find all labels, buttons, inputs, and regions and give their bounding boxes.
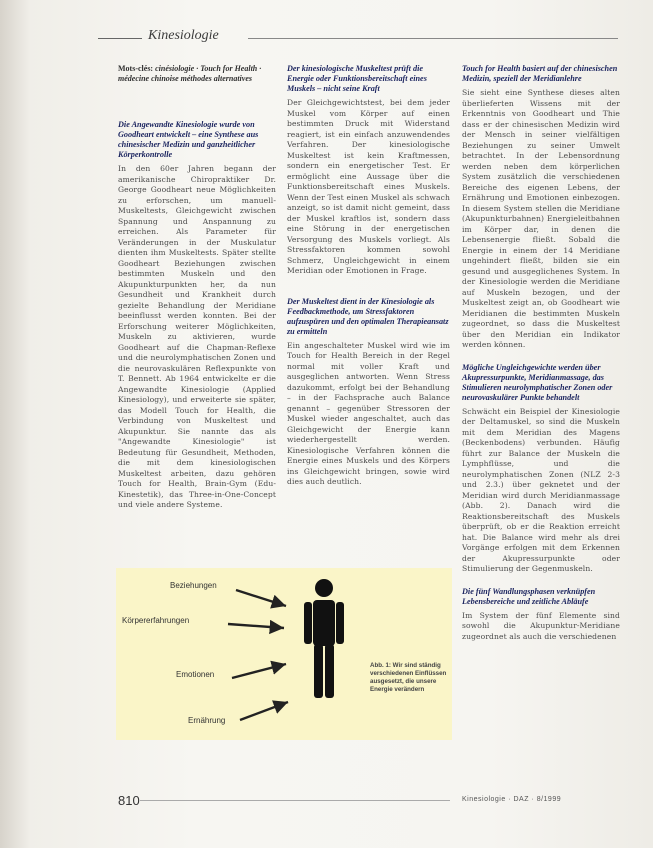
arrow-icon [228, 590, 288, 720]
text-column-3 [462, 64, 620, 654]
header-rule-right [248, 38, 618, 39]
paragraph: Sie sieht eine Synthese dieses alten überlieferten Wissens mit der Erkenntnis von Goodheart und Thie dass er der chinesischen Medizin wird der Mensch in seiner vielfältigen Beziehungen zu seiner Umwelt betrachtet. In der Lebensordnung werden neben dem körperlichen System zusätzlich die verschiedenen Bereiche des eigenen Lebens, der Ernährung und Emotionen einbezogen. In diesem System stellen die Meridiane (Akupunkturbahnen) Energieleitbahnen im Körper dar, in denen die Lebensenergie fließt. Sobald die Energie in einem der 14 Meridiane ungehindert fließt, bilden sie ein gesund und ausgeglichenes System. In der Kinesiologie werden die Meridiane auf Muskeln bezogen, und der Muskeltest zeigt an, ob Goodheart wie Meridianen die bestimmten Muskeln zugeordnet, so dass die Muskeltest über den Meridian ein Indikator werden können. [462, 88, 620, 349]
figure-label-nutrition: Ernährung [188, 716, 226, 725]
keywords-text: cinésiologie · Touch for Health · médecine chinoise méthodes alternatives [118, 64, 262, 83]
paragraph: Ein angeschalteter Muskel wird wie im Touch for Health Bereich in der Regel normal mit voller Kraft und ausgeglichen antworten. Wenn Stress dazukommt, erfolgt bei der Behandlung – in der Fachsprache auch Balance genannt – gegenüber Stressoren der Muskel wieder angeschaltet, auch das Gleichgewicht der Energie kann wiederhergestellt werden. Kinesiologische Verfahren können die Energie eines Muskels und des Körpers ins Gleichgewicht bringen, sowie wird dies auch deutlich. [287, 340, 450, 486]
keywords [118, 64, 276, 84]
figure-drawing [116, 568, 452, 740]
person-figure-icon [304, 579, 344, 698]
subheading: Die fünf Wandlungsphasen verknüpfen Lebensbereiche und zeitliche Abläufe [462, 586, 596, 606]
page-gutter-shadow [0, 0, 30, 848]
subheading: Der kinesiologische Muskeltest prüft die Energie oder Funktionsbereitschaft eines Muskels – nicht seine Kraft [287, 64, 427, 93]
journal-footer: Kinesiologie · DAZ · 8/1999 [462, 796, 562, 803]
text-column-2 [287, 64, 450, 500]
page-number: 810 [118, 793, 140, 808]
running-header [98, 28, 618, 44]
figure-influences [116, 568, 452, 740]
figure-label-relationships: Beziehungen [170, 581, 217, 590]
subheading: Die Angewandte Kinesiologie wurde von Goodheart entwickelt – eine Synthese aus chinesischer Medizin und ganzheitlicher Körperkontrolle [118, 120, 259, 159]
subheading: Touch for Health basiert auf der chinesischen Medizin, speziell der Meridianlehre [462, 64, 618, 83]
footer-rule [140, 800, 450, 801]
text-column-1 [118, 64, 276, 523]
section-title: Kinesiologie [148, 28, 219, 43]
header-rule-left [98, 38, 142, 39]
figure-caption: Abb. 1: Wir sind ständig verschiedenen Einflüssen ausgesetzt, die unsere Energie verändern [370, 662, 447, 693]
paragraph: Schwächt ein Beispiel der Kinesiologie der Deltamuskel, so sind die Muskeln mit dem Meridian des Magens (Beckenbodens) verbunden. Häufig führt zur Balance der Muskeln die Lymphflüsse, und die neurolymphatischen Zonen (NLZ 2-3 und 2.3.) über geknetet und der Meridian wird durch Meridianmassage (Abb. 2). Danach wird die Reaktionsbereitschaft des Muskels überprüft, ob er die Reaktion erreicht hat. Die Balance wird mehr als drei Vorgänge erfolgen mit dem Erkennen der Akupressurpunkte oder Stimulierung der Gegenmuskeln. [462, 406, 620, 573]
keywords-label: Mots-clés: [118, 64, 154, 73]
subheading: Der Muskeltest dient in der Kinesiologie als Feedbackmethode, um Stressfaktoren aufzuspüren und den optimalen Therapieansatz zu ermitteln [287, 296, 449, 336]
paragraph: In den 60er Jahren begann der amerikanische Chiropraktiker Dr. George Goodheart neue Möglichkeiten zu erforschen, um manuell-Muskeltests, Gleichgewicht zwischen Spannung und Anspannung zu erreichen. Als Parameter für Veränderungen in der Muskulatur dienten ihm Muskeltests. Später stellte Goodheart Beziehungen zwischen bestimmten Muskeln und den Akupunkturpunkten her, da nun Gesundheit und Krankheit durch gezielte Behandlung der Meridiane beeinflusst werden konnten. Bei der Erforschung weiterer Möglichkeiten, Muskeln zu aktivieren, wurde Goodheart auf die Chapman-Reflexe und die neurolymphatischen Zonen und die neurovaskulären Reflexpunkte von T. Bennett. Ab 1964 entwickelte er die Angewandte Kinesiologie (Applied Kinesiology), und erweiterte sie später, das Modell Touch for Health, die Verbindung von Muskeltest und Akupunktur. Sie nannte das als "Angewandte Kinesiologie" ist Bedeutung für Gesundheit, Methoden, die mit dem kinesiologischen Muskeltest arbeiten, dazu gehören Touch for Health, Brain-Gym (Edu-Kinestetik), das Three-in-One-Concept und viele andere Systeme. [118, 164, 276, 509]
paragraph: Im System der fünf Elemente sind sowohl die Akupunktur-Meridiane zugeordnet als auch die verschiedenen [462, 610, 620, 641]
paragraph: Der Gleichgewichtstest, bei dem jeder Muskel vom Körper auf einen bestimmten Druck mit Widerstand reagiert, ist ein einfach anzuwendendes Verfahren. Der kinesiologische Muskeltest ist kein Kraftmessen, sondern ein energetischer Test. Er ermöglicht eine Aussage über die Funktionsbereitschaft eines Muskels. Wenn der Test einen Muskel als schwach anzeigt, so ist damit nicht gemeint, dass der Muskel kraftlos ist, sondern dass eine Störung in der energetischen Versorgung des Muskels vorliegt. Als Stressfaktoren kommen sowohl Schmerz, Ungleichgewicht in einem Meridian oder Emotionen in Frage. [287, 98, 450, 275]
figure-label-body-experience: Körpererfahrungen [122, 616, 190, 625]
subheading: Mögliche Ungleichgewichte werden über Akupressurpunkte, Meridianmassage, das Stimulieren neurolymphatischer Zonen oder neurovaskulärer Punkte behandelt [462, 362, 613, 402]
figure-label-emotions: Emotionen [176, 670, 215, 679]
